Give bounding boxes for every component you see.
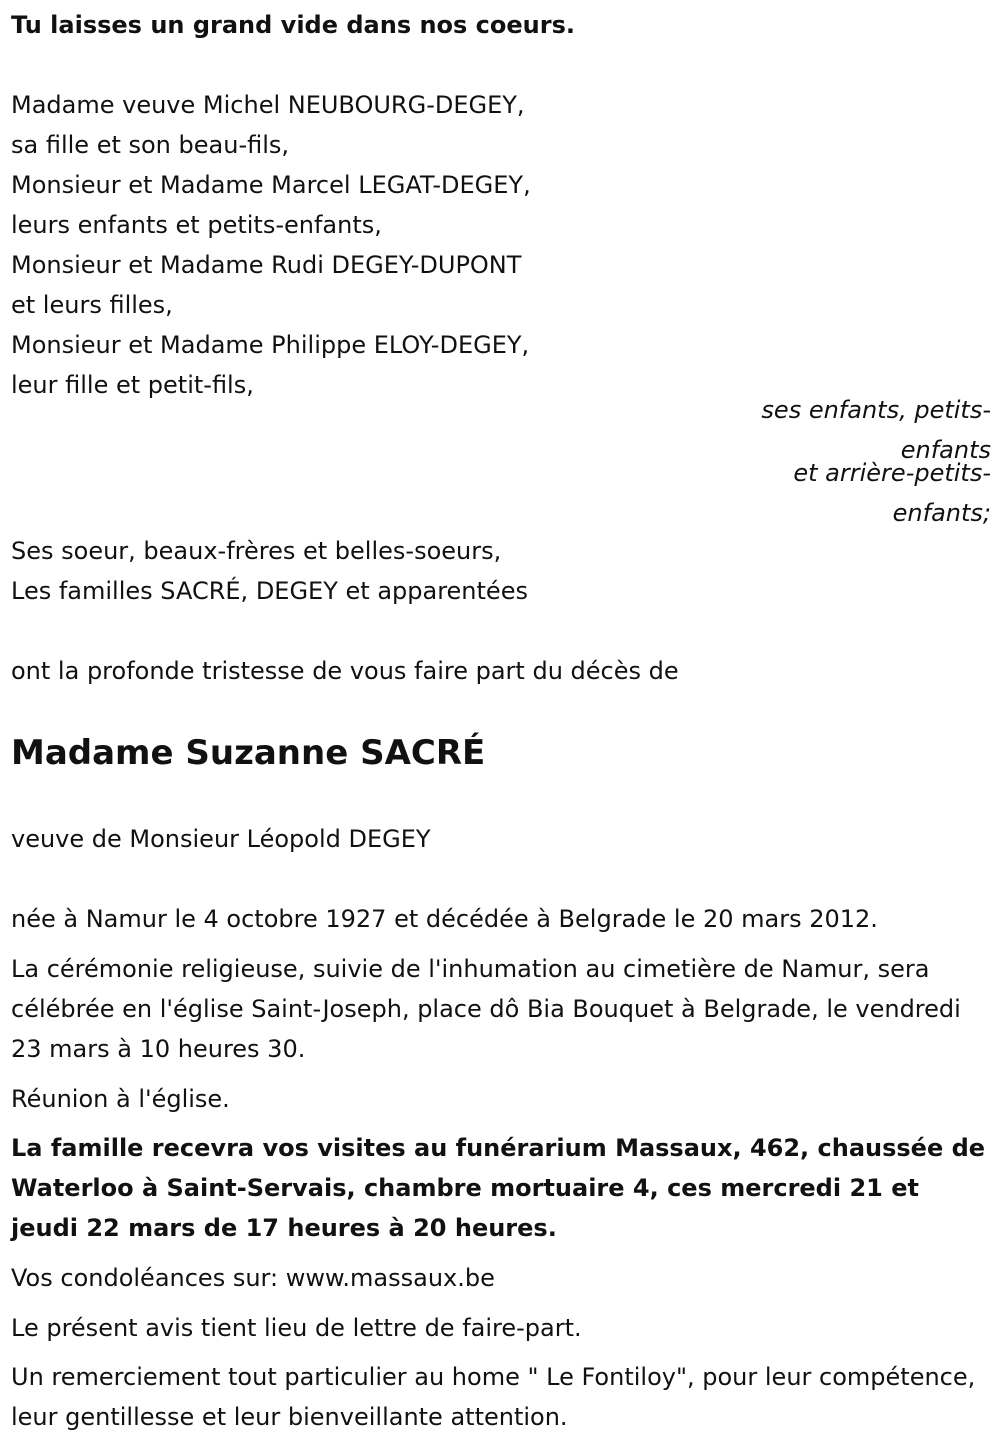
family-line: leurs enfants et petits-enfants, [11,211,382,239]
motto-heading: Tu laisses un grand vide dans nos coeurs. [11,11,575,39]
notice-text: Le présent avis tient lieu de lettre de faire-part. [11,1314,582,1342]
descendants-note-line: enfants; [892,499,991,527]
descendants-note [893,493,991,533]
descendants-note [761,390,991,430]
ceremony-text: La cérémonie religieuse, suivie de l'inhumation au cimetière de Namur, sera célébrée en l'église Saint-Joseph, place dô Bia Bouquet à Belgrade, le vendredi 23 mars à 10 heures 30. [11,955,961,1063]
family-line: sa fille et son beau-fils, [11,131,290,159]
descendants-note-line: enfants [900,436,991,464]
family-line: et leurs filles, [11,291,173,319]
birth-death-text: née à Namur le 4 octobre 1927 et décédée à Belgrade le 20 mars 2012. [11,905,878,933]
descendants-note-line: et arrière-petits- [793,459,991,487]
announcement-text: ont la profonde tristesse de vous faire part du décès de [11,657,679,685]
deceased-name: Madame Suzanne SACRÉ [11,733,486,773]
visits-text: La famille recevra vos visites au funérarium Massaux, 462, chaussée de Waterloo à Saint-Servais, chambre mortuaire 4, ces mercredi 21 et jeudi 22 mars de 17 heures à 20 heures. [11,1134,986,1242]
descendants-note [793,453,991,493]
family-line: Monsieur et Madame Marcel LEGAT-DEGEY, [11,171,531,199]
family-line: Madame veuve Michel NEUBOURG-DEGEY, [11,91,525,119]
family-line: Monsieur et Madame Rudi DEGEY-DUPONT [11,251,522,279]
condolences-text: Vos condoléances sur: www.massaux.be [11,1264,495,1292]
family-line: leur fille et petit-fils, [11,371,254,399]
meeting-text: Réunion à l'église. [11,1085,230,1113]
family-line: Monsieur et Madame Philippe ELOY-DEGEY, [11,331,530,359]
widow-of-text: veuve de Monsieur Léopold DEGEY [11,825,431,853]
thanks-text: Un remerciement tout particulier au home " Le Fontiloy", pour leur compétence, leur gentillesse et leur bienveillante attention. [11,1363,976,1431]
descendants-note-line: ses enfants, petits- [761,396,991,424]
relatives-line: Ses soeur, beaux-frères et belles-soeurs, [11,537,502,565]
relatives-line: Les familles SACRÉ, DEGEY et apparentées [11,577,528,605]
